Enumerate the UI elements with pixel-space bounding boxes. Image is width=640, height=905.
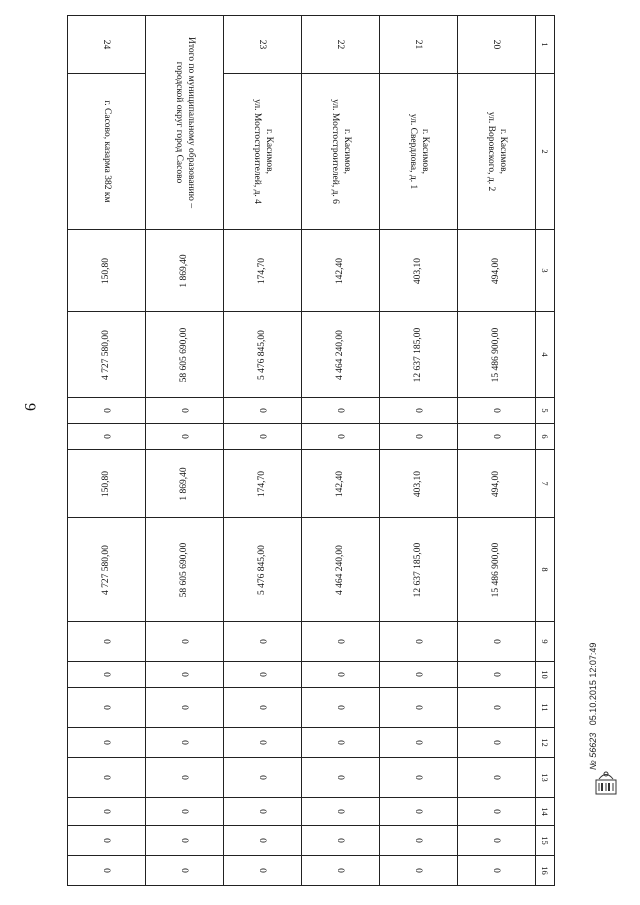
table-row xyxy=(224,16,302,886)
table-row xyxy=(380,16,458,886)
table-cell: 4 727 580,00 xyxy=(68,312,146,398)
table-cell: 0 xyxy=(302,398,380,424)
table-cell: 0 xyxy=(458,798,536,826)
table-cell: 0 xyxy=(224,728,302,758)
table-cell: 0 xyxy=(380,856,458,886)
table-cell: 0 xyxy=(380,758,458,798)
table-cell: 0 xyxy=(146,798,224,826)
table-cell: 494,00 xyxy=(458,230,536,312)
table-cell: 0 xyxy=(302,424,380,450)
column-header: 12 xyxy=(536,728,555,758)
table-cell: 142,40 xyxy=(302,230,380,312)
column-header: 2 xyxy=(536,74,555,230)
table-cell: 21 xyxy=(380,16,458,74)
table-row xyxy=(68,16,146,886)
barcode-stamp-icon xyxy=(593,768,619,801)
table-cell: 4 727 580,00 xyxy=(68,518,146,622)
table-cell: 5 476 845,00 xyxy=(224,518,302,622)
table-cell: 0 xyxy=(458,688,536,728)
table-cell: 0 xyxy=(68,798,146,826)
table-cell: 22 xyxy=(302,16,380,74)
table-cell: 174,70 xyxy=(224,230,302,312)
table-cell: 0 xyxy=(224,826,302,856)
table-cell: 0 xyxy=(146,728,224,758)
table-cell: 0 xyxy=(224,398,302,424)
column-header: 1 xyxy=(536,16,555,74)
table-cell: 0 xyxy=(68,398,146,424)
table-cell: 0 xyxy=(68,688,146,728)
table-cell: 0 xyxy=(224,798,302,826)
table-cell: 0 xyxy=(380,622,458,662)
table-cell: 0 xyxy=(146,622,224,662)
table-row xyxy=(302,16,380,886)
column-header: 4 xyxy=(536,312,555,398)
column-header: 11 xyxy=(536,688,555,728)
table-cell: 24 xyxy=(68,16,146,74)
table-cell: 0 xyxy=(146,398,224,424)
table-cell: 0 xyxy=(68,826,146,856)
table-cell: 0 xyxy=(302,798,380,826)
table-row xyxy=(146,16,224,886)
table-cell: 174,70 xyxy=(224,450,302,518)
table-cell: 0 xyxy=(380,398,458,424)
column-header: 15 xyxy=(536,826,555,856)
column-header: 14 xyxy=(536,798,555,826)
column-header: 13 xyxy=(536,758,555,798)
table-cell: 0 xyxy=(380,688,458,728)
table-cell: г. Касимов, ул. Свердлова, д. 1 xyxy=(380,74,458,230)
table-cell: 0 xyxy=(380,424,458,450)
table-cell: г. Касимов, ул. Воровского, д. 2 xyxy=(458,74,536,230)
table-cell: 0 xyxy=(302,728,380,758)
table-cell: 0 xyxy=(146,826,224,856)
table-cell: 1 869,40 xyxy=(146,230,224,312)
register-table xyxy=(67,15,555,886)
table-cell: 15 486 900,00 xyxy=(458,518,536,622)
table-cell: 5 476 845,00 xyxy=(224,312,302,398)
column-header: 7 xyxy=(536,450,555,518)
table-cell: 0 xyxy=(224,662,302,688)
table-cell: 403,10 xyxy=(380,450,458,518)
column-header: 9 xyxy=(536,622,555,662)
column-header: 16 xyxy=(536,856,555,886)
table-cell: 0 xyxy=(380,662,458,688)
column-header: 10 xyxy=(536,662,555,688)
table-cell: Итого по муниципальному образованию – городской округ город Сасово xyxy=(146,16,224,230)
table-cell: 0 xyxy=(302,826,380,856)
table-cell: 0 xyxy=(458,728,536,758)
table-cell: 142,40 xyxy=(302,450,380,518)
document-number: № 56623 xyxy=(588,732,598,770)
table-cell: 0 xyxy=(458,856,536,886)
table-cell: 0 xyxy=(458,424,536,450)
table-cell: 0 xyxy=(68,622,146,662)
table-cell: 23 xyxy=(224,16,302,74)
table-cell: 0 xyxy=(224,758,302,798)
table-cell: 0 xyxy=(146,662,224,688)
table-cell: 58 605 690,00 xyxy=(146,312,224,398)
table-cell: 0 xyxy=(146,424,224,450)
table-cell: 12 637 185,00 xyxy=(380,312,458,398)
table-cell: 0 xyxy=(302,662,380,688)
table-cell: 0 xyxy=(68,758,146,798)
table-cell: 0 xyxy=(458,398,536,424)
column-header: 5 xyxy=(536,398,555,424)
table-cell: 0 xyxy=(302,758,380,798)
table-cell: 0 xyxy=(458,662,536,688)
column-header: 6 xyxy=(536,424,555,450)
page-number: 9 xyxy=(21,403,38,411)
table-cell: 0 xyxy=(458,622,536,662)
table-cell: 15 486 900,00 xyxy=(458,312,536,398)
table-cell: 0 xyxy=(302,622,380,662)
table-row xyxy=(458,16,536,886)
table-cell: 150,80 xyxy=(68,230,146,312)
table-cell: 0 xyxy=(458,758,536,798)
table-cell: 58 605 690,00 xyxy=(146,518,224,622)
table-cell: 0 xyxy=(146,688,224,728)
table-cell: 0 xyxy=(380,728,458,758)
column-header: 8 xyxy=(536,518,555,622)
table-cell: 0 xyxy=(302,688,380,728)
table-cell: 4 464 240,00 xyxy=(302,518,380,622)
table-cell: 0 xyxy=(224,856,302,886)
table-cell: 494,00 xyxy=(458,450,536,518)
table-cell: 0 xyxy=(224,688,302,728)
table-cell: 0 xyxy=(380,826,458,856)
table-cell: 1 869,40 xyxy=(146,450,224,518)
table-cell: 0 xyxy=(224,424,302,450)
table-cell: 0 xyxy=(68,856,146,886)
table-cell: 0 xyxy=(380,798,458,826)
document-datetime: 05.10.2015 12:07:49 xyxy=(588,642,598,726)
table-cell: 0 xyxy=(68,662,146,688)
table-cell: 12 637 185,00 xyxy=(380,518,458,622)
rotated-table-container xyxy=(67,15,555,886)
table-cell: 0 xyxy=(146,856,224,886)
table-cell: г. Сасово, казарма 382 км xyxy=(68,74,146,230)
table-cell: 403,10 xyxy=(380,230,458,312)
header-row xyxy=(536,16,555,886)
table-cell: 0 xyxy=(68,424,146,450)
document-footer xyxy=(588,643,598,770)
column-header: 3 xyxy=(536,230,555,312)
table-cell: г. Касимов, ул. Мостостроителей, д. 4 xyxy=(224,74,302,230)
table-cell: 20 xyxy=(458,16,536,74)
table-cell: 0 xyxy=(224,622,302,662)
table-cell: 4 464 240,00 xyxy=(302,312,380,398)
table-cell: г. Касимов, ул. Мостостроителей, д. 6 xyxy=(302,74,380,230)
table-cell: 0 xyxy=(146,758,224,798)
table-cell: 0 xyxy=(458,826,536,856)
table-cell: 150,80 xyxy=(68,450,146,518)
table-cell: 0 xyxy=(302,856,380,886)
table-cell: 0 xyxy=(68,728,146,758)
